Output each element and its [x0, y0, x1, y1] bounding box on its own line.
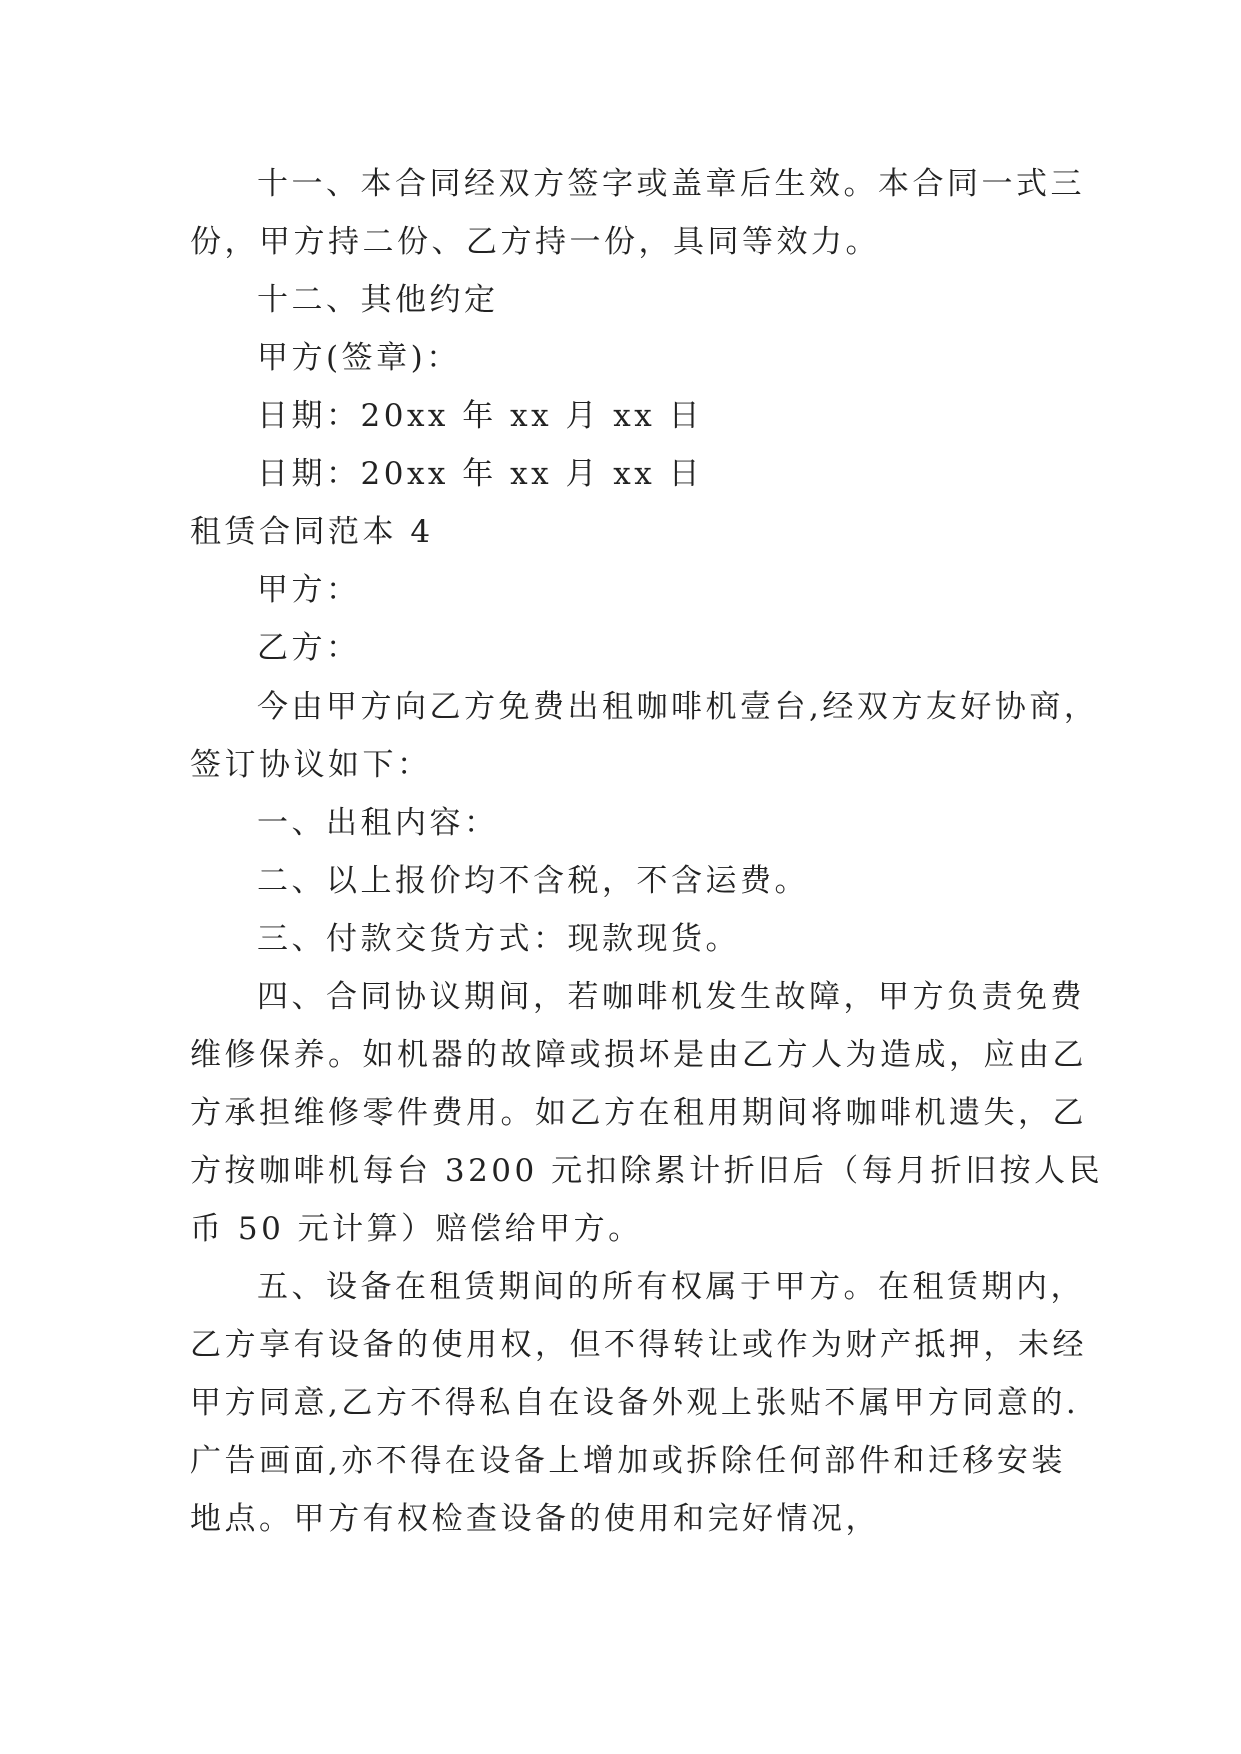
paragraph-line: 十一、本合同经双方签字或盖章后生效。本合同一式三: [257, 166, 1085, 202]
paragraph-line: 广告画面,亦不得在设备上增加或拆除任何部件和迁移安装: [190, 1443, 1066, 1479]
party-b-line: 乙方：: [257, 630, 361, 666]
clause-line: 三、付款交货方式：现款现货。: [257, 921, 740, 957]
paragraph-line: 方承担维修零件费用。如乙方在租用期间将咖啡机遗失，乙: [190, 1095, 1087, 1131]
clause-line: 二、以上报价均不含税，不含运费。: [257, 863, 809, 899]
party-a-line: 甲方：: [257, 572, 361, 608]
clause-line: 一、出租内容：: [257, 805, 499, 841]
paragraph-line: 十二、其他约定: [257, 282, 499, 318]
clause-line: 五、设备在租赁期间的所有权属于甲方。在租赁期内，: [257, 1269, 1085, 1305]
paragraph-line: 签订协议如下：: [190, 747, 432, 783]
signature-line: 甲方(签章)：: [257, 340, 461, 376]
date-line: 日期：20xx 年 xx 月 xx 日: [257, 456, 704, 492]
paragraph-line: 地点。甲方有权检查设备的使用和完好情况，: [190, 1501, 880, 1537]
paragraph-line: 甲方同意,乙方不得私自在设备外观上张贴不属甲方同意的.: [190, 1385, 1080, 1421]
paragraph-line: 维修保养。如机器的故障或损坏是由乙方人为造成，应由乙: [190, 1037, 1087, 1073]
paragraph-line: 币 50 元计算）赔偿给甲方。: [190, 1211, 643, 1247]
paragraph-line: 份，甲方持二份、乙方持一份，具同等效力。: [190, 224, 880, 260]
section-heading: 租赁合同范本 4: [190, 514, 434, 550]
clause-line: 四、合同协议期间，若咖啡机发生故障，甲方负责免费: [257, 979, 1085, 1015]
paragraph-line: 乙方享有设备的使用权，但不得转让或作为财产抵押，未经: [190, 1327, 1087, 1363]
paragraph-line: 方按咖啡机每台 3200 元扣除累计折旧后（每月折旧按人民: [190, 1153, 1104, 1189]
date-line: 日期：20xx 年 xx 月 xx 日: [257, 398, 704, 434]
paragraph-line: 今由甲方向乙方免费出租咖啡机壹台,经双方友好协商，: [257, 689, 1099, 725]
